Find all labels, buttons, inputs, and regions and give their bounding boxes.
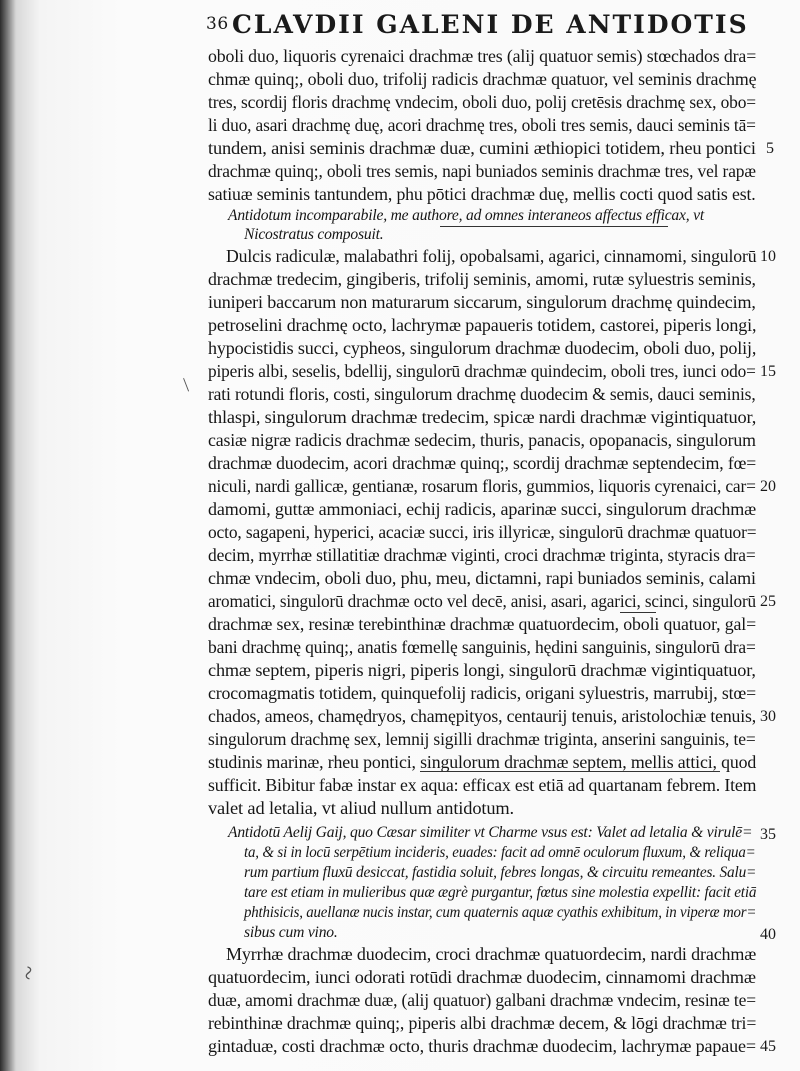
page-header (0, 10, 800, 40)
heading-line: ta, & si in locū serpētium incideris, euades: facit ad omnē oculorum fluxum, & reliqua= (244, 844, 756, 861)
text-line: tres, scordij floris drachmę vndecim, oboli duo, polij cretēsis drachmę sex, obo= (208, 92, 756, 112)
margin-pen-mark: ~ (12, 962, 45, 983)
text-line: tundem, anisi seminis drachmæ duæ, cumini æthiopici totidem, rheu pontici (208, 138, 756, 158)
folio-number: 36 (206, 14, 229, 34)
line-number: 35 (760, 826, 776, 843)
text-line: casiæ nigræ radicis drachmæ sedecim, thuris, panacis, opopanacis, singulorum (208, 430, 756, 450)
text-line: rebinthinæ drachmæ quinq;, piperis albi drachmæ decem, & lōgi drachmæ tri= (208, 1013, 757, 1033)
text-line: crocomagmatis totidem, quinquefolij radicis, origani syluestris, marrubij, stœ= (208, 683, 757, 703)
text-line: damomi, guttæ ammoniaci, echij radicis, aparinæ succi, singulorum drachmæ (208, 499, 757, 519)
line-number: 10 (760, 248, 776, 265)
text-line: gintaduæ, costi drachmæ octo, thuris drachmæ duodecim, lachrymæ papaue= (208, 1036, 756, 1056)
line-number: 30 (760, 708, 776, 725)
heading-line: Antidotum incomparabile, me authore, ad omnes interaneos affectus efficax, vt (228, 207, 705, 224)
text-line: drachmæ duodecim, acori drachmæ quinq;, scordij drachmæ septendecim, fœ= (208, 453, 757, 473)
text-line: drachmæ sex, resinæ terebinthinæ drachmæ quatuordecim, oboli quatuor, gal= (208, 614, 756, 634)
heading-line: phthisicis, auellanæ nucis instar, cum quaternis aquæ cyathis exhibitum, in viperæ mor= (244, 904, 757, 921)
text-line: piperis albi, seselis, bdellij, singulorū drachmæ quindecim, oboli tres, iunci odo= (208, 361, 756, 381)
text-line: bani drachmę quinq;, anatis fœmellę sanguinis, hędini sanguinis, singulorū dra= (208, 637, 756, 657)
line-number: 40 (760, 926, 776, 943)
text-line: duæ, amomi drachmæ duæ, (alij quatuor) galbani drachmæ vndecim, resinæ te= (208, 990, 756, 1010)
text-line: hypocistidis succi, cypheos, singulorum drachmæ duodecim, oboli duo, polij, (208, 338, 757, 358)
text-line: iuniperi baccarum non maturarum siccarum, singulorum drachmę quindecim, (208, 292, 756, 312)
line-number: 5 (766, 140, 774, 157)
text-line: singulorum drachmę sex, lemnij sigilli drachmæ triginta, anserini sanguinis, te= (208, 729, 756, 749)
text-line: drachmæ quinq;, oboli tres semis, napi buniados seminis drachmæ tres, vel rapæ (208, 161, 756, 181)
text-line: oboli duo, liquoris cyrenaici drachmæ tres (alij quatuor semis) stœchados dra= (208, 46, 757, 66)
handwritten-underline (440, 226, 668, 227)
text-line: petroselini drachmę octo, lachrymæ papaueris totidem, castorei, piperis longi, (208, 315, 757, 335)
text-line: rati rotundi floris, costi, singulorum drachmę duodecim & semis, dauci seminis, (208, 384, 756, 404)
running-title: CLAVDII GALENI DE ANTIDOTIS (232, 10, 749, 39)
heading-line: tare est etiam in mulieribus quæ ægrè purgantur, fœtus sine molestia expellit: facit etiā (244, 884, 757, 901)
text-line: decim, myrrhæ stillatitiæ drachmæ viginti, croci drachmæ triginta, styracis dra= (208, 545, 756, 565)
heading-line: Nicostratus composuit. (244, 226, 384, 243)
text-line: satiuæ seminis tantundem, phu pōtici drachmæ duę, mellis cocti quod satis est. (208, 184, 756, 204)
text-line: niculi, nardi gallicæ, gentianæ, rosarum floris, gummios, liquoris cyrenaici, car= (208, 476, 756, 496)
text-line: chmæ septem, piperis nigri, piperis longi, singulorū drachmæ vigintiquatuor, (208, 660, 756, 680)
line-number: 45 (760, 1038, 776, 1055)
line-number: 15 (760, 363, 776, 380)
text-line: quatuordecim, iunci odorati rotūdi drachmæ duodecim, cinnamomi drachmæ (208, 967, 756, 987)
text-line: Dulcis radiculæ, malabathri folij, opobalsami, agarici, cinnamomi, singulorū (226, 246, 757, 266)
text-line: thlaspi, singulorum drachmæ tredecim, spicæ nardi drachmæ vigintiquatuor, (208, 407, 757, 427)
text-line: studinis marinæ, rheu pontici, singulorum drachmæ septem, mellis attici, quod (208, 752, 757, 772)
heading-line: Antidotū Aelij Gaij, quo Cæsar similiter vt Charme vsus est: Valet ad letalia & virulē= (228, 824, 753, 841)
text-line: aromatici, singulorū drachmæ octo vel decē, anisi, asari, agarici, scinci, singulorū (208, 591, 756, 611)
text-line: valet ad letalia, vt aliud nullum antidotum. (208, 798, 514, 818)
text-line: Myrrhæ drachmæ duodecim, croci drachmæ quatuordecim, nardi drachmæ (226, 944, 757, 964)
text-line: li duo, asari drachmę duę, acori drachmę tres, oboli tres semis, dauci seminis tā= (208, 115, 756, 135)
handwritten-underline (620, 612, 656, 613)
text-line: octo, sagapeni, hyperici, acaciæ succi, iris illyricæ, singulorū drachmæ quatuor= (208, 522, 757, 542)
text-line: drachmæ tredecim, gingiberis, trifolij seminis, amomi, rutæ syluestris seminis, (208, 269, 756, 289)
text-line: sufficit. Bibitur fabæ instar ex aqua: efficax est etiā ad quartanam febrem. Item (208, 775, 757, 795)
line-number: 20 (760, 478, 776, 495)
text-line: chmæ vndecim, oboli duo, phu, meu, dictamni, rapi buniados seminis, calami (208, 568, 756, 588)
heading-line: rum partium fluxū desiccat, fastidia soluit, febres longas, & circuitu remeantes. Salu= (244, 864, 757, 881)
margin-pen-mark: / (177, 374, 196, 396)
text-line: chados, ameos, chamędryos, chamępityos, centaurij tenuis, aristolochiæ tenuis, (208, 706, 757, 726)
handwritten-underline (420, 771, 720, 772)
heading-line: sibus cum vino. (244, 924, 338, 941)
text-line: chmæ quinq;, oboli duo, trifolij radicis drachmæ quatuor, vel seminis drachmę (208, 69, 757, 89)
line-number: 25 (760, 593, 776, 610)
